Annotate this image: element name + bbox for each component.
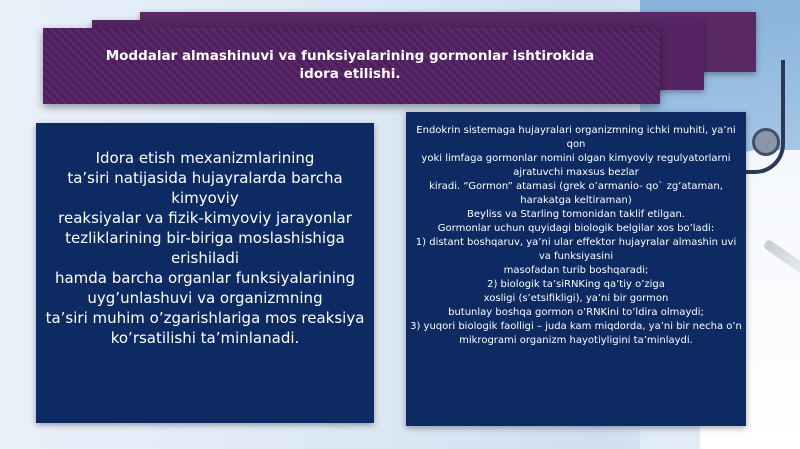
slide-title: Moddalar almashinuvi va funksiyalarining gormonlar ishtirokida idora etilishi. <box>105 48 595 82</box>
right-panel-text: Endokrin sistemaga hujayralari organizmning ichki muhiti, ya’ni qon yoki limfaga gormonlar nomini olgan kimyoviy regulyatorlarni ajratuvchi maxsus bezlar kiradi. “Gormon” atamasi (grek o’armanio- qo` zg’ataman, harakatga keltiraman) Beyliss va Starling tomonidan taklif etilgan. Gormonlar uchun quyidagi biologik belgilar xos bo’ladi: 1) distant boshqaruv, ya’ni ular effektor hujayralar almashin uvi va funksiyasini masofadan turib boshqaradi; 2) biologik ta’siRNKing qa’tiy o’ziga xosligi (s’etsifikligi), ya’ni bir gormon butunlay boshqa gormon o’RNKini to’ldira olmaydi; 3) yuqori biologik faolligi – juda kam miqdorda, ya’ni bir necha o’n mikrogrami organizm hayotiyligini ta’minlaydi. <box>410 125 742 346</box>
stethoscope-icon <box>745 60 785 174</box>
left-panel-text: Idora etish mexanizmlarining ta’siri natijasida hujayralarda barcha kimyoviy reaksiyalar va fizik-kimyoviy jarayonlar tezliklarining bir-biriga moslashishiga erishiladi hamda barcha organlar funksiyalarining uyg’unlashuvi va organizmning ta’siri muhim o’zgarishlariga mos reaksiya ko’rsatilishi ta’minlanadi. <box>45 149 365 347</box>
stethoscope-head-icon <box>752 128 780 156</box>
